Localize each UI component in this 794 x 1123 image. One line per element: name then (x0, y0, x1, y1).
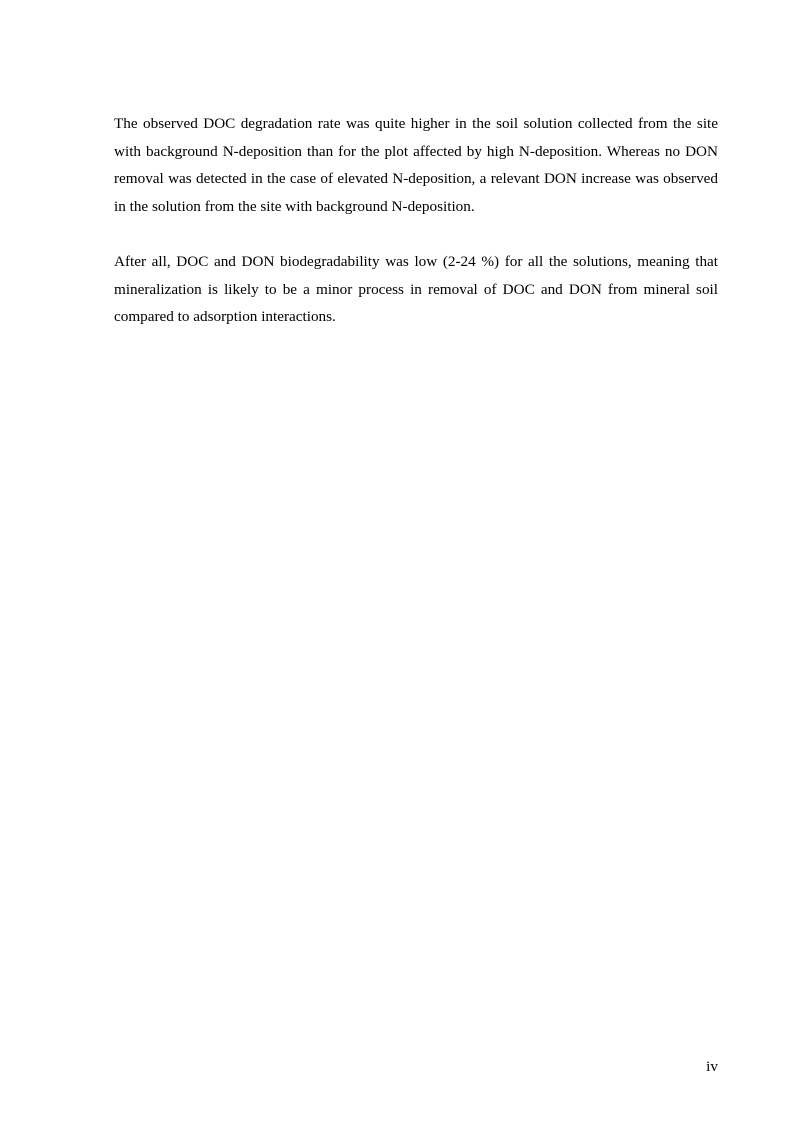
body-text (114, 110, 718, 331)
paragraph-biodegradability: After all, DOC and DON biodegradability was low (2-24 %) for all the solutions, meaning that mineralization is likely to be a minor process in removal of DOC and DON from mineral soil compared to adsorption interactions. (114, 252, 718, 326)
page-number: iv (706, 1058, 718, 1075)
paragraph-doc-degradation: The observed DOC degradation rate was quite higher in the soil solution collected from the site with background N-deposition than for the plot affected by high N-deposition. Whereas no DON removal was detected in the case of elevated N-deposition, a relevant DON increase was observed in the solution from the site with background N-deposition. (114, 115, 718, 216)
